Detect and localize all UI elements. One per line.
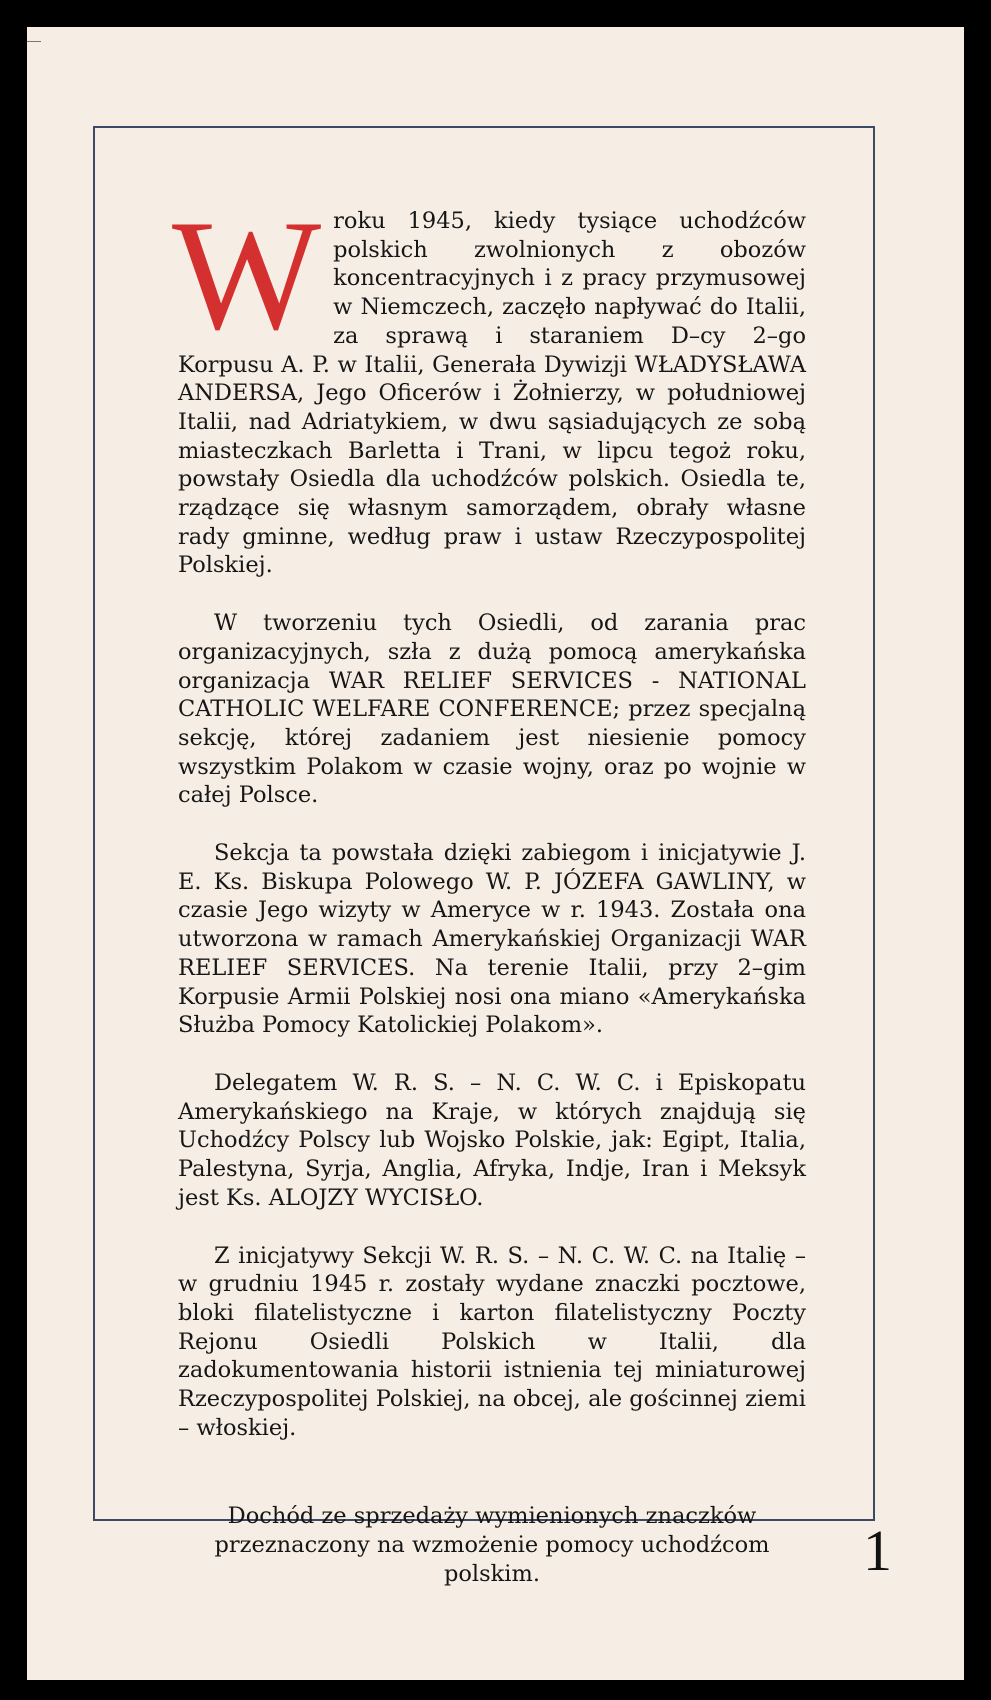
paragraph-3: Sekcja ta powstała dzięki zabiegom i inicjatywie J. E. Ks. Biskupa Polowego W. P. JÓZEFA GAWLINY, w czasie Jego wizyty w Ameryce w r. 1943. Została ona utworzona w ramach Amerykańskiej Organizacji WAR RELIEF SERVICES. Na terenie Italii, przy 2–gim Korpusie Armii Polskiej nosi ona miano «Amerykańska Służba Pomocy Katolickiej Polakom».	[178, 840, 806, 1039]
paragraph-2: W tworzeniu tych Osiedli, od zarania prac organizacyjnych, szła z dużą pomocą amerykańska organizacja WAR RELIEF SERVICES - NATIONAL CATHOLIC WELFARE CONFERENCE; przez specjalną sekcję, której zadaniem jest niesienie pomocy wszystkim Polakom w czasie wojny, oraz po wojnie w całej Polsce.	[178, 610, 806, 809]
paragraph-4: Delegatem W. R. S. – N. C. W. C. i Episkopatu Amerykańskiego na Kraje, w których znajdują się Uchodźcy Polscy lub Wojsko Polskie, jak: Egipt, Italia, Palestyna, Syrja, Anglia, Afryka, Indje, Iran i Meksyk jest Ks. ALOJZY WYCISŁO.	[178, 1069, 806, 1211]
edge-mark	[27, 41, 41, 42]
drop-cap-letter: W	[172, 188, 322, 363]
article-body	[172, 188, 806, 1589]
page-sheet	[27, 27, 964, 1680]
paragraph-1-text: roku 1945, kiedy tysiące uchodźców polskich zwolnionych z obozów koncentracyjnych i z pracy przymusowej w Niemczech, zaczęło napływać do Italii, za sprawą i staraniem D–cy 2–go Korpusu A. P. w Italii, Generała Dywizji WŁADYSŁAWA ANDERSA, Jego Oficerów i Żołnierzy, w południowej Italii, nad Adriatykiem, w dwu sąsiadujących ze sobą miasteczkach Barletta i Trani, w lipcu tegoż roku, powstały Osiedla dla uchodźców polskich. Osiedla te, rządzące się własnym samorządem, obrały własne rady gminne, według praw i ustaw Rzeczypospolitej Polskiej.	[178, 208, 806, 579]
page-number: 1	[863, 1518, 892, 1583]
paragraph-5: Z inicjatywy Sekcji W. R. S. – N. C. W. C. na Italię – w grudniu 1945 r. zostały wydane znaczki pocztowe, bloki filatelistyczne i karton filatelistyczny Poczty Rejonu Osiedli Polskich w Italii, dla zadokumentowania historii istnienia tej miniaturowej Rzeczypospolitej Polskiej, na obcej, ale gościnnej ziemi – włoskiej.	[178, 1242, 806, 1441]
closing-note: Dochód ze sprzedaży wymienionych znaczków przeznaczony na wzmożenie pomocy uchodźcom polskim.	[214, 1503, 770, 1587]
paragraph-1	[172, 188, 806, 580]
